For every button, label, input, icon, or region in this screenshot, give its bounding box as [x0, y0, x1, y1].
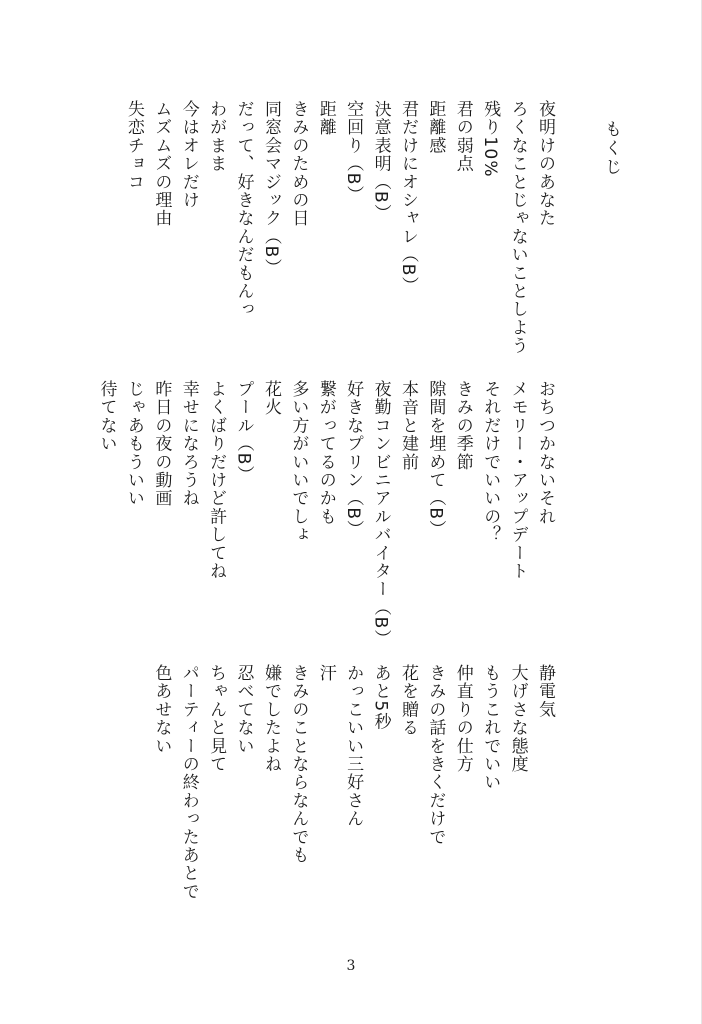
- toc-entry: 好きなプリン（B）: [343, 380, 364, 539]
- toc-entry: きみのための日: [288, 100, 309, 228]
- toc-entry: 待てない: [96, 380, 117, 453]
- toc-entry: 嫌でしたよね: [260, 664, 281, 774]
- toc-entry: メモリー・アップデート: [507, 380, 528, 581]
- toc-entry: 同窓会マジック（B）: [260, 100, 281, 277]
- toc-entry: ちゃんと見て: [206, 664, 227, 774]
- toc-entry: それだけでいいの？: [480, 380, 501, 544]
- toc-entry: 今はオレだけ: [178, 100, 199, 210]
- toc-entry: 君の弱点: [452, 100, 473, 173]
- toc-entry: 仲直りの仕方: [452, 664, 473, 774]
- toc-entry: 君だけにオシャレ（B）: [397, 100, 418, 295]
- toc-entry: おちつかないそれ: [535, 380, 555, 526]
- toc-entry: 多い方がいいでしょ: [288, 380, 309, 544]
- toc-entry: 汗: [315, 664, 336, 683]
- toc-entry: 決意表明（B）: [370, 100, 391, 223]
- toc-entry: 夜明けのあなた: [535, 100, 555, 228]
- toc-entry: 静電気: [535, 664, 555, 719]
- toc-entry: ムズムズの理由: [151, 100, 172, 228]
- toc-entry: パーティーの終わったあとで: [178, 664, 199, 901]
- toc-entry: あと5秒: [370, 664, 391, 731]
- toc-entry: 本音と建前: [397, 380, 418, 471]
- toc-entry: 幸せになろうね: [178, 380, 199, 508]
- toc-entry: 大げさな態度: [507, 664, 528, 774]
- toc-entry: きみの話をきくだけで: [425, 664, 446, 846]
- toc-entry: 花を贈る: [397, 664, 418, 737]
- toc-entry: じゃあもういい: [123, 380, 144, 508]
- toc-entry: 色あせない: [151, 664, 172, 755]
- toc-entry: 失恋チョコ: [123, 100, 144, 191]
- toc-entry: きみの季節: [452, 380, 473, 471]
- toc-entry: もうこれでいい: [480, 664, 501, 792]
- toc-entry: 昨日の夜の動画: [151, 380, 172, 508]
- toc-block-3: [151, 664, 558, 944]
- toc-entry: だって、好きなんだもんっ: [233, 100, 254, 319]
- toc-entry: かっこいい三好さん: [343, 664, 364, 828]
- toc-entry: 繋がってるのかも: [315, 380, 336, 526]
- toc-entry: 忍べてない: [233, 664, 254, 755]
- toc-entry: きみのことならなんでも: [288, 664, 309, 865]
- toc-entry: わがまま: [206, 100, 227, 173]
- toc-entry: ろくなことじゃないことしよう: [507, 100, 528, 355]
- toc-entry: 夜勤コンビニアルバイター（B）: [370, 380, 391, 648]
- toc-entry: プール（B）: [233, 380, 254, 484]
- toc-entry: 隙間を埋めて（B）: [425, 380, 446, 539]
- page-number: 3: [346, 958, 356, 974]
- toc-entry: 花火: [260, 380, 281, 417]
- toc-entry: 距離感: [425, 100, 446, 155]
- toc-title: もくじ: [601, 120, 621, 177]
- toc-block-2: [96, 380, 558, 660]
- toc-entry: 空回り（B）: [343, 100, 364, 204]
- toc-entry: 残り10%: [480, 100, 501, 178]
- toc-entry: 距離: [315, 100, 336, 137]
- toc-entry: よくばりだけど許してね: [206, 380, 227, 581]
- toc-block-1: [123, 100, 558, 380]
